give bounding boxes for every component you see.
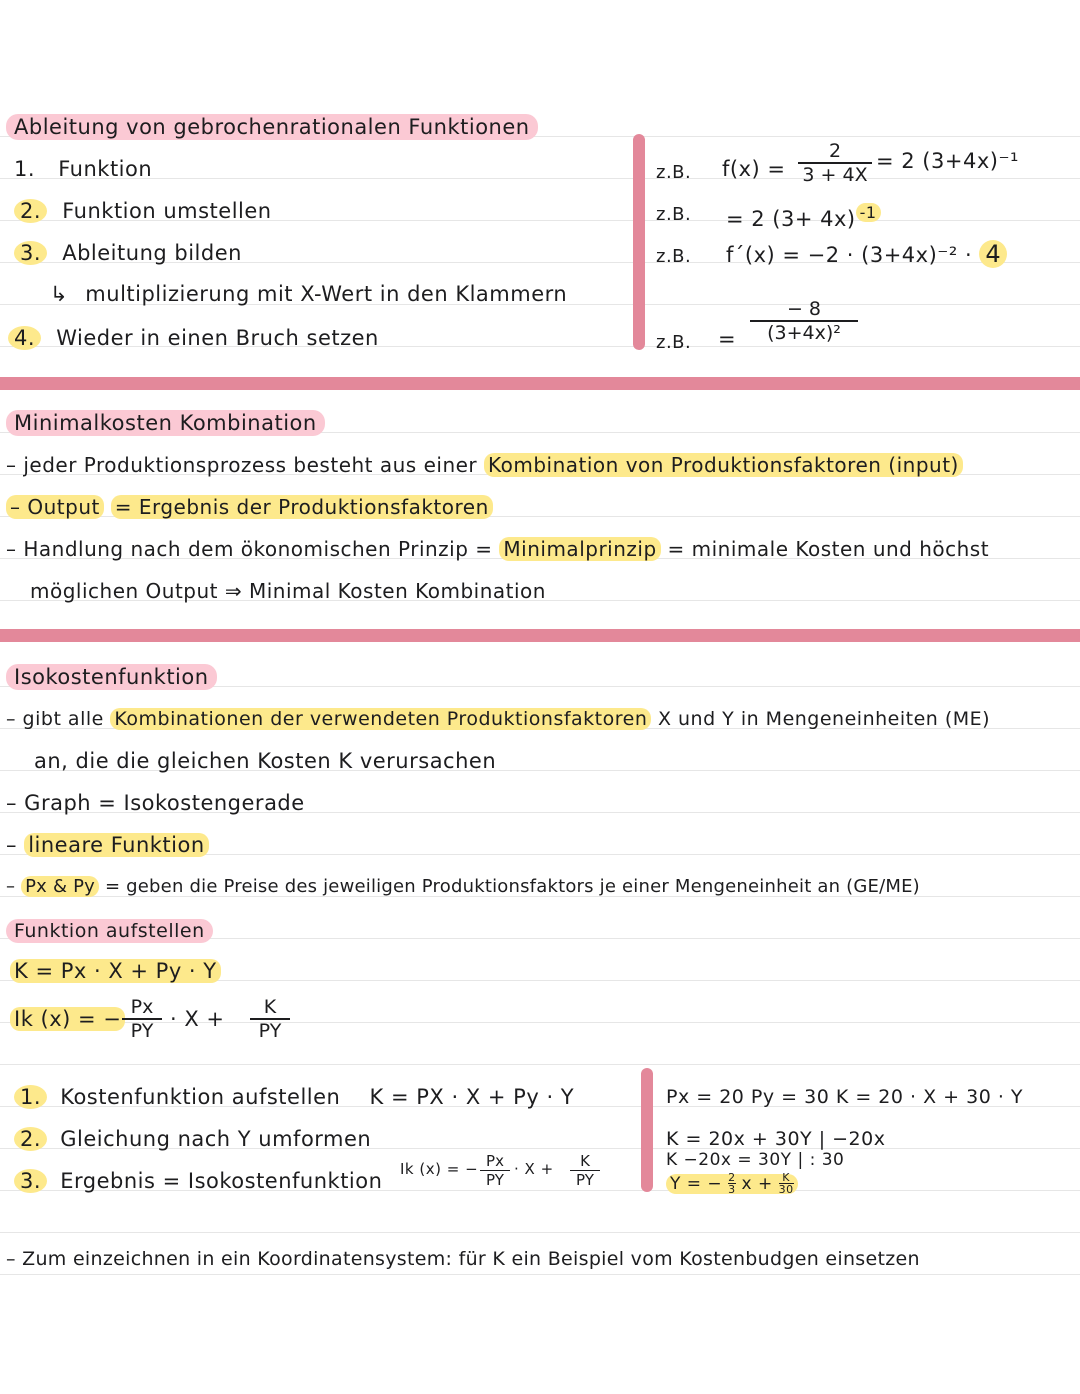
result-text: x +: [741, 1173, 773, 1194]
subsection-title: [12, 918, 213, 944]
example-fraction-2: [750, 298, 858, 344]
example-f-rhs: = 2 (3+4x)⁻¹: [876, 149, 1019, 173]
fraction-numerator: K: [580, 1152, 590, 1170]
rule-line: [0, 1022, 1080, 1023]
line-text: – jeder Produktionsprozess besteht aus einer: [6, 453, 478, 477]
highlight-text: Kombination von Produktionsfaktoren (input): [484, 453, 963, 477]
fraction-denominator: 3 + 4X: [798, 162, 872, 186]
minimal-line-1: [6, 452, 963, 478]
iso-formula-mid: · X +: [170, 1007, 225, 1031]
fraction-numerator: Px: [130, 996, 154, 1018]
minimal-line-2: [6, 494, 493, 520]
step-number: 3.: [14, 241, 47, 265]
section-title-text: Minimalkosten Kombination: [6, 410, 325, 436]
rule-line: [0, 178, 1080, 179]
iso-fraction-2: [250, 996, 290, 1042]
ik-small-fraction-2: [570, 1152, 600, 1189]
result-fraction-1: [728, 1172, 736, 1195]
fraction-numerator: K: [782, 1171, 790, 1184]
highlight-text: Minimalprinzip: [499, 537, 660, 561]
section-divider-band: [0, 629, 1080, 642]
example-prices: Px = 20 Py = 30 K = 20 · X + 30 · Y: [666, 1086, 1024, 1108]
fraction-denominator: PY: [122, 1018, 162, 1042]
step-1: [14, 156, 152, 182]
step-2: [14, 198, 272, 224]
exponent-highlight: -1: [856, 203, 881, 222]
example-row-2: [726, 200, 881, 232]
step-text: Kostenfunktion aufstellen: [60, 1085, 341, 1109]
line-text: = geben die Preise des jeweiligen Produktionsfaktors je einer Mengeneinheit an (GE/ME): [104, 876, 920, 897]
fraction-numerator: 2: [728, 1171, 736, 1184]
step-text: Funktion umstellen: [62, 199, 272, 223]
example-f-lhs: f(x) =: [722, 157, 786, 181]
rule-line: [0, 1274, 1080, 1275]
rule-line: [0, 1064, 1080, 1065]
iso-line-1: [6, 706, 990, 732]
fraction-denominator: 30: [778, 1183, 794, 1196]
row-text: f´(x) = −2 · (3+4x)⁻² ·: [726, 243, 973, 267]
section-divider-band: [0, 377, 1080, 390]
line-text: – gibt alle: [6, 708, 104, 730]
example-result: [666, 1172, 798, 1195]
line-text: –: [6, 833, 17, 857]
line-text: = minimale Kosten und höchst: [667, 537, 990, 561]
section-title-ableitung: [12, 114, 538, 140]
divider-bar: [633, 134, 645, 350]
formula-text: K = Px · X + Py · Y: [10, 959, 221, 983]
fraction-denominator: (3+4x)²: [750, 320, 858, 344]
step-text: Gleichung nach Y umformen: [60, 1127, 372, 1151]
section-title-minimalkosten: [12, 410, 325, 436]
step-text: Ableitung bilden: [62, 241, 242, 265]
line-text: –: [6, 876, 16, 897]
highlight-text: Kombinationen der verwendeten Produktionsfaktoren: [110, 708, 651, 730]
fraction-denominator: PY: [480, 1170, 510, 1189]
step-number: 2.: [14, 199, 47, 223]
iso-line-5: [6, 874, 920, 900]
procedure-step-1: [14, 1084, 574, 1110]
step-number: 3.: [14, 1169, 47, 1193]
iso-line-2: an, die die gleichen Kosten K verursachen: [34, 749, 497, 773]
result-text: Y = −: [670, 1173, 723, 1194]
zb-label: z.B.: [656, 162, 692, 183]
step-3: [14, 240, 242, 266]
fraction-numerator: − 8: [786, 298, 822, 320]
row-text: = 2 (3+ 4x): [726, 207, 856, 231]
footer-note: – Zum einzeichnen in ein Koordinatensystem: für K ein Beispiel vom Kostenbudgen einsetzen: [6, 1248, 920, 1270]
minimal-line-3: [6, 536, 989, 562]
highlight-text: = Ergebnis der Produktionsfaktoren: [111, 495, 493, 519]
minimal-line-4: möglichen Output ⇒ Minimal Kosten Kombination: [30, 579, 546, 603]
procedure-step-3: [14, 1168, 382, 1194]
step-number: 1.: [14, 1085, 47, 1109]
step-text: multiplizierung mit X-Wert in den Klammern: [85, 282, 568, 306]
rule-line: [0, 1232, 1080, 1233]
fraction-denominator: PY: [250, 1018, 290, 1042]
iso-fraction-1: [122, 996, 162, 1042]
section-title-text: Ableitung von gebrochenrationalen Funktionen: [6, 114, 538, 140]
step-text: Wieder in einen Bruch setzen: [56, 326, 379, 350]
arrow-icon: ↳: [50, 282, 69, 306]
step-number: 1.: [14, 157, 36, 181]
step-number: 2.: [14, 1127, 47, 1151]
example-row-3: [726, 241, 1007, 268]
iso-line-4: [6, 832, 209, 858]
formula-text: Ik (x) = −: [10, 1007, 125, 1031]
step-4: [8, 325, 379, 351]
result-highlight: [666, 1171, 798, 1196]
iso-formula-lhs: [10, 1006, 125, 1032]
step-extra: K = PX · X + Py · Y: [369, 1085, 575, 1109]
iso-line-3: – Graph = Isokostengerade: [6, 791, 305, 815]
cost-formula: [10, 958, 221, 984]
step-text: Ergebnis = Isokostenfunktion: [60, 1169, 383, 1193]
factor-highlight: 4: [979, 240, 1007, 268]
section-title-text: Isokostenfunktion: [6, 664, 217, 690]
step-number: 4.: [8, 326, 41, 350]
ik-small-mid: · X +: [514, 1160, 554, 1178]
example-step-a: K = 20x + 30Y | −20x: [666, 1128, 886, 1150]
subsection-title-text: Funktion aufstellen: [6, 919, 213, 943]
zb-label: z.B.: [656, 204, 692, 225]
zb-label: z.B.: [656, 332, 692, 353]
procedure-step-2: [14, 1126, 371, 1152]
highlight-text: lineare Funktion: [24, 833, 208, 857]
ik-small-lhs: Ik (x) = −: [400, 1160, 479, 1178]
result-fraction-2: [779, 1172, 794, 1195]
example-eq: =: [718, 327, 737, 351]
line-text: X und Y in Mengeneinheiten (ME): [657, 708, 991, 730]
step-3-sub: [50, 281, 567, 307]
highlight-text: – Output: [6, 495, 104, 519]
fraction-numerator: K: [263, 996, 277, 1018]
fraction-numerator: Px: [486, 1152, 504, 1170]
example-fraction-1: [798, 140, 872, 186]
example-step-b: K −20x = 30Y | : 30: [666, 1150, 845, 1170]
highlight-text: Px & Py: [21, 876, 99, 897]
line-text: – Handlung nach dem ökonomischen Prinzip =: [6, 537, 493, 561]
ik-small-fraction-1: [480, 1152, 510, 1189]
fraction-numerator: 2: [828, 140, 842, 162]
divider-bar: [641, 1068, 653, 1192]
zb-label: z.B.: [656, 246, 692, 267]
fraction-denominator: PY: [570, 1170, 600, 1189]
step-text: Funktion: [58, 157, 153, 181]
section-title-isokosten: [12, 664, 217, 690]
fraction-denominator: 3: [728, 1183, 736, 1196]
